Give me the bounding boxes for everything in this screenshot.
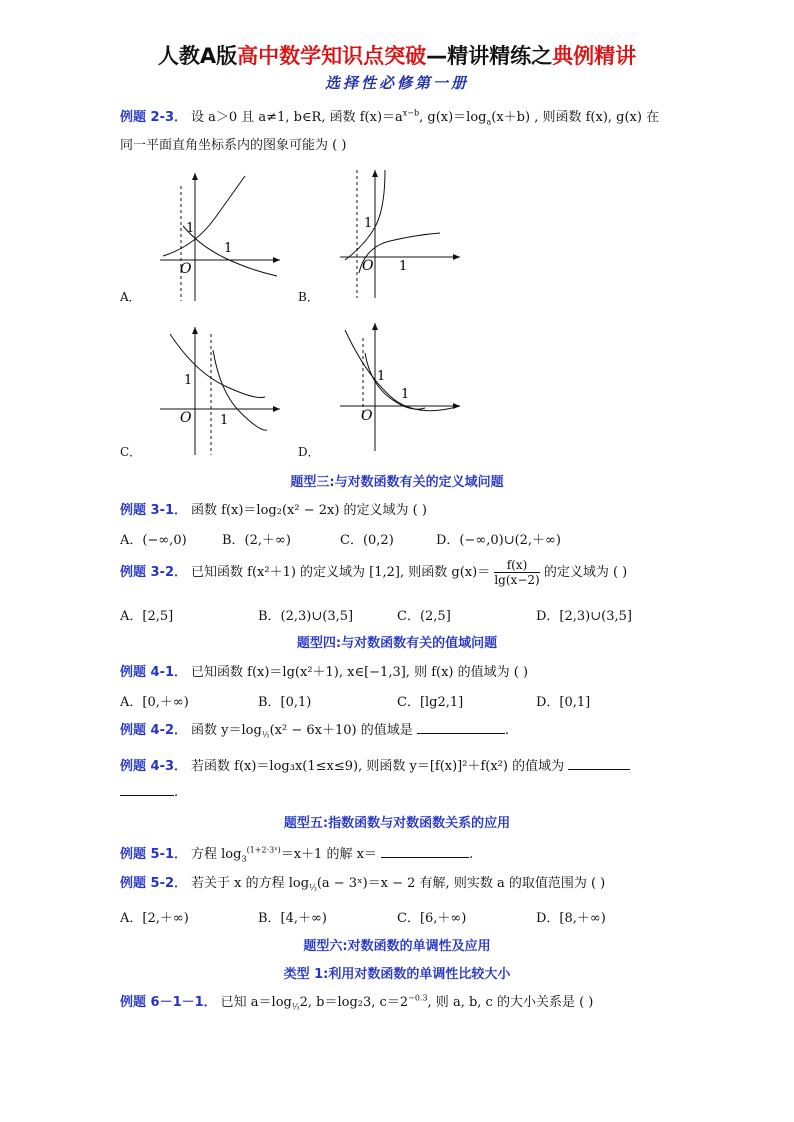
ex32-question: 例题 3-2． 已知函数 f(x²＋1) 的定义域为 [1,2], 则函数 g(x)＝ $\frac{f(x)}{\lg(x-2)}$ 的定义域为 ( ) [120,558,628,587]
svg-text:1: 1 [364,216,373,231]
header-part1: 人教A版 [157,44,238,68]
ex42-question: 例题 4-2． 函数 $y=\log_{\frac{1}{2}}(x^2 - 6x+10)$ 的值域是 . [120,723,509,740]
page-header [0,40,794,70]
ex43-continuation: . [120,785,178,800]
header-part4: 典例精讲 [552,44,637,68]
graph-b-label: B． [298,290,319,304]
svg-text:1: 1 [377,369,386,384]
ex31-option-a: A．(−∞,0) [120,533,187,548]
ex31-option-b: B．(2,＋∞) [222,533,291,548]
ex41-option-d: D．[0,1] [536,695,591,710]
svg-text:1: 1 [184,373,193,388]
graph-d-label: D． [298,445,320,459]
ex32-option-d: D．[2,3)∪(3,5] [536,609,632,624]
section-6-title: 题型六:对数函数的单调性及应用 [303,939,491,954]
ex52-option-d: D．[8,＋∞) [536,911,606,926]
ex32-fraction: $\frac{f(x)}{\lg(x-2)}$ [494,558,540,587]
page-subtitle: 选择性必修第一册 [324,74,469,92]
ex31-option-d: D．(−∞,0)∪(2,＋∞) [436,533,561,548]
ex52-option-a: A．[2,＋∞) [120,911,189,926]
header-part3: —精讲精练之 [426,44,553,68]
ex32-option-a: A．[2,5] [120,609,174,624]
ex41-option-b: B．[0,1) [258,695,312,710]
ex51-question: 例题 5-1． 方程 $\log_3^{(1+2\cdot 3ˣ)}=x+1$ 的解 x＝ . [120,845,474,864]
graph-c [155,322,285,457]
svg-text:O: O [361,408,373,424]
ex32-option-b: B．(2,3)∪(3,5] [258,609,354,624]
section-3-title: 题型三:与对数函数有关的定义域问题 [290,475,504,490]
ex52-question: 例题 5-2． 若关于 x 的方程 $\log_{\frac{1}{3}}(a$ − 3ˣ)＝x − 2 有解, 则实数 a 的取值范围为 ( ) [120,876,606,893]
ex31-question: 例题 3-1． 函数 f(x)＝log₂(x² − 2x) 的定义域为 ( ) [120,503,427,518]
svg-text:1: 1 [399,259,408,274]
ex611-question: 例题 6－1－1． 已知 $a=\log_{\frac{1}{3}}2$, b＝log₂3, $c=2^{-0.3}$, 则 a, b, c 的大小关系是 ( ) [120,993,594,1012]
ex52-option-b: B．[4,＋∞) [258,911,327,926]
svg-text:1: 1 [220,413,229,428]
graph-a-label: A． [120,290,141,304]
ex52-option-c: C．[6,＋∞) [397,911,467,926]
ex32-option-c: C．(2,5] [397,609,451,624]
svg-text:O: O [180,410,192,426]
section-6-type1-title: 类型 1:利用对数函数的单调性比较大小 [283,967,511,982]
svg-text:1: 1 [224,241,233,256]
ex41-option-a: A．[0,＋∞) [120,695,189,710]
ex31-option-c: C．(0,2) [340,533,394,548]
ex41-question: 例题 4-1． 已知函数 f(x)＝lg(x²＋1), x∈[−1,3], 则 f(x) 的值域为 ( ) [120,665,529,680]
graph-a-one: 1 [186,221,195,236]
graph-a [155,168,285,303]
graph-b [335,165,465,300]
ex43-question: 例题 4-3． 若函数 f(x)＝log₃x(1≤x≤9), 则函数 y＝[f(x)]²＋f(x²) 的值域为 [120,755,630,774]
graph-c-label: C． [120,445,142,459]
section-4-title: 题型四:与对数函数有关的值域问题 [296,636,498,651]
graph-d [335,318,465,453]
svg-text:O: O [180,261,192,277]
ex23-line1: 例题 2-3． 设 a＞0 且 a≠1, b∈R, 函数 $f(x)=a^{x-b}$, $g(x)=\log_a(x+b)$ , 则函数 f(x), g(x) 在 [120,108,660,127]
section-5-title: 题型五:指数函数与对数函数关系的应用 [283,816,511,831]
svg-text:O: O [362,258,374,274]
ex23-line2: 同一平面直角坐标系内的图象可能为 ( ) [120,138,347,153]
svg-text:1: 1 [401,387,410,402]
header-part2: 高中数学知识点突破 [237,44,427,68]
ex41-option-c: C．[lg2,1] [397,695,464,710]
